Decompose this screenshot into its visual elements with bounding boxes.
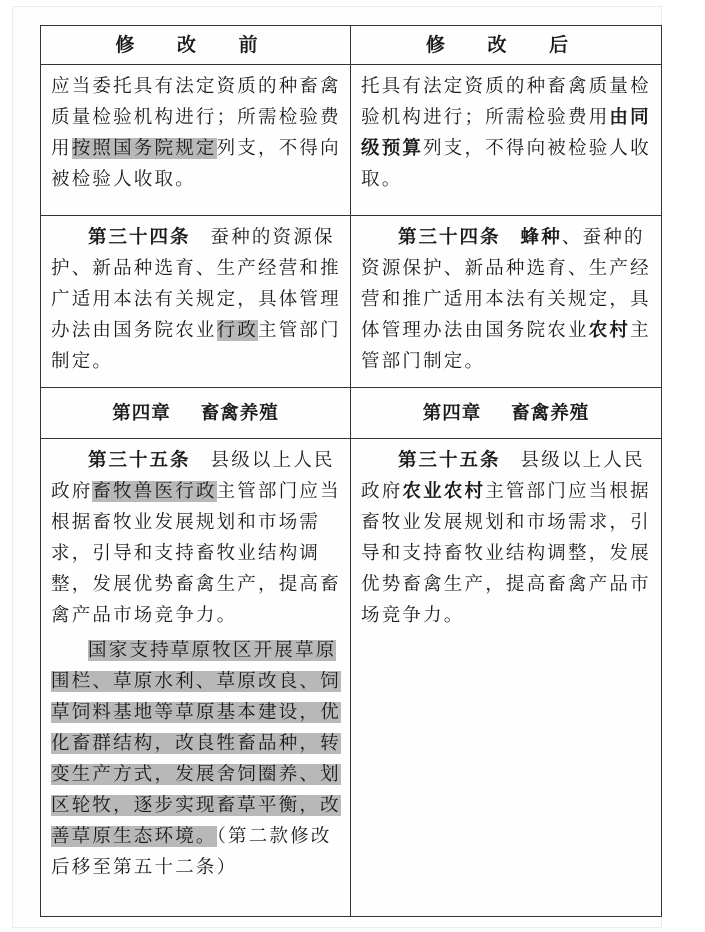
article-number: 第三十五条 bbox=[398, 450, 501, 471]
highlighted-text: 行政 bbox=[216, 320, 259, 341]
bold-text: 农业农村 bbox=[402, 481, 486, 502]
table-row bbox=[41, 439, 662, 917]
bold-text: 由同级预算 bbox=[361, 107, 651, 159]
article-number: 第三十五条 bbox=[88, 450, 191, 471]
highlighted-text: 按照国务院规定 bbox=[71, 138, 217, 159]
before-cell bbox=[41, 65, 351, 216]
chapter-title: 畜禽养殖 bbox=[200, 402, 279, 424]
text-segment: 主管部门制定。 bbox=[361, 320, 651, 372]
text-segment: 主管部门应当根据畜牧业发展规划和市场需求，引导和支持畜牧业结构调整，发展优势畜禽生产，提高畜禽产品市场竞争力。 bbox=[361, 481, 651, 626]
text-segment: 应当委托具有法定资质的种畜禽质量检验机构进行；所需检验费用 bbox=[51, 76, 341, 159]
text-segment: 蚕种的资源保护、新品种选育、生产经营和推广适用本法有关规定，具体管理办法由国务院农业 bbox=[51, 227, 341, 341]
after-chapter-heading bbox=[351, 388, 662, 439]
after-cell bbox=[351, 216, 662, 388]
before-paragraph-2 bbox=[51, 635, 341, 883]
document-page bbox=[12, 6, 662, 928]
after-text bbox=[361, 222, 652, 377]
table-row bbox=[41, 216, 662, 388]
text-segment: 主管部门制定。 bbox=[51, 320, 341, 372]
chapter-title: 畜禽养殖 bbox=[511, 402, 590, 424]
text-segment: 主管部门应当根据畜牧业发展规划和市场需求，引导和支持畜牧业结构调整，发展优势畜禽生产，提高畜禽产品市场竞争力。 bbox=[51, 481, 341, 626]
chapter-number: 第四章 bbox=[422, 402, 482, 424]
highlighted-text: 畜牧兽医行政 bbox=[92, 481, 217, 502]
article-number: 第三十四条 bbox=[398, 227, 501, 248]
before-text bbox=[51, 445, 341, 631]
after-cell bbox=[351, 439, 662, 917]
after-cell bbox=[351, 65, 662, 216]
bold-text: 农村 bbox=[588, 320, 631, 341]
after-header: 修 改 后 bbox=[351, 26, 662, 65]
header-row bbox=[41, 26, 662, 65]
chapter-number: 第四章 bbox=[112, 402, 171, 424]
text-segment: 列支，不得向被检验人收取。 bbox=[361, 138, 651, 190]
chapter-row bbox=[41, 388, 662, 439]
text-segment: 列支，不得向被检验人收取。 bbox=[51, 138, 341, 190]
before-text bbox=[51, 222, 341, 377]
highlighted-text: 国家支持草原牧区开展草原围栏、草原水利、草原改良、饲草饲料基地等草原基本建设，优化畜群结构，改良牲畜品种，转变生产方式，发展舍饲圈养、划区轮牧，逐步实现畜草平衡，改善草原生态环境。 bbox=[51, 640, 341, 847]
after-text bbox=[361, 71, 652, 195]
before-cell bbox=[41, 216, 351, 388]
before-cell bbox=[41, 439, 351, 917]
revision-comparison-table bbox=[40, 25, 662, 917]
table-row bbox=[41, 65, 662, 216]
text-segment: （第二款修改后移至第五十二条） bbox=[51, 826, 332, 878]
bold-text: 蜂种 bbox=[520, 227, 562, 248]
text-segment: 托具有法定资质的种畜禽质量检验机构进行；所需检验费用 bbox=[361, 76, 651, 128]
before-chapter-heading bbox=[41, 388, 351, 439]
text-segment: 县级以上人民政府 bbox=[361, 450, 645, 502]
before-text bbox=[51, 71, 341, 195]
text-segment: 县级以上人民政府 bbox=[51, 450, 335, 502]
before-header: 修 改 前 bbox=[41, 26, 351, 65]
article-number: 第三十四条 bbox=[88, 227, 191, 248]
text-segment: 、蚕种的资源保护、新品种选育、生产经营和推广适用本法有关规定，具体管理办法由国务院农业 bbox=[361, 227, 651, 341]
after-text bbox=[361, 445, 652, 631]
